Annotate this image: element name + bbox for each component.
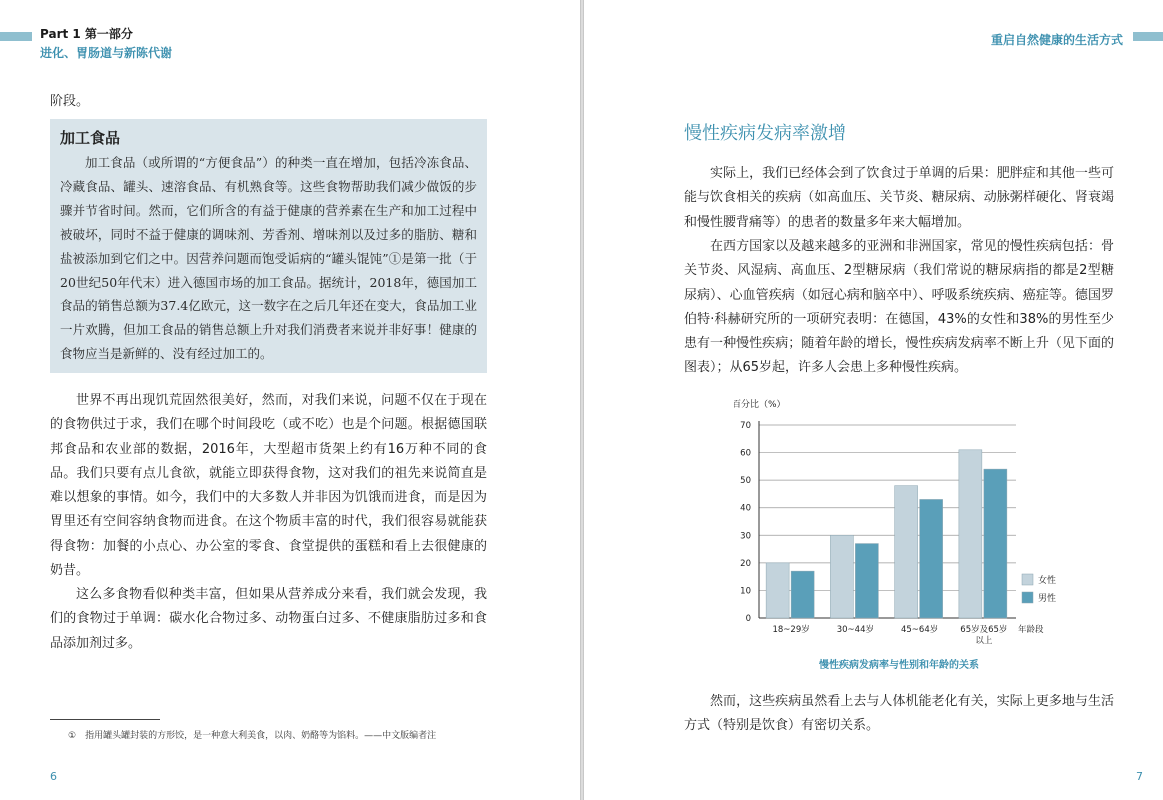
legend-swatch xyxy=(1022,592,1033,603)
x-tick-label: 30~44岁 xyxy=(836,625,875,635)
y-tick-label: 70 xyxy=(740,421,751,431)
header-band xyxy=(0,32,32,41)
y-tick-label: 10 xyxy=(740,586,751,597)
running-header-chapter: 进化、胃肠道与新陈代谢 xyxy=(40,46,173,60)
y-tick-label: 0 xyxy=(745,614,751,624)
running-header: 重启自然健康的生活方式 xyxy=(990,33,1123,47)
x-tick-label: 45~64岁 xyxy=(900,625,939,635)
bar-chart xyxy=(734,392,1084,677)
x-tick-label: 65岁及65岁 xyxy=(960,625,1008,635)
y-tick-label: 40 xyxy=(740,503,751,514)
body-paragraph: 这么多食物看似种类丰富，但如果从营养成分来看，我们就会发现，我们的食物过于单调：碳水化合物过多、动物蛋白过多、不健康脂肪过多和食品添加剂过多。 xyxy=(50,587,487,651)
legend-label: 女性 xyxy=(1038,576,1057,586)
box-title: 加工食品 xyxy=(60,129,121,147)
sidebar-box xyxy=(50,119,487,373)
header-band xyxy=(1133,32,1163,41)
x-tick-label: 18~29岁 xyxy=(772,625,810,635)
y-axis-label: 百分比（%） xyxy=(734,400,786,410)
body-paragraph: 在西方国家以及越来越多的亚洲和非洲国家，常见的慢性疾病包括：骨关节炎、风湿病、高血压、2型糖尿病（我们常说的糖尿病指的都是2型糖尿病）、心血管疾病（如冠心病和脑卒中）、呼吸系统疾病、癌症等。德国罗伯特·科赫研究所的一项研究表明：在德国，43%的女性和38%的男性至少患有一种慢性疾病；随着年龄的增长，慢性疾病发病率不断上升（见下面的图表）；从65岁起，许多人会患上多种慢性疾病。 xyxy=(684,239,1114,376)
y-tick-label: 30 xyxy=(740,531,751,542)
footnote-divider xyxy=(50,719,160,720)
running-header-part: Part 1 第一部分 xyxy=(40,27,133,41)
page-number: 6 xyxy=(50,770,57,783)
y-tick-label: 50 xyxy=(740,476,751,487)
bar-female xyxy=(895,486,918,618)
left-page xyxy=(0,0,580,800)
body-paragraph: 世界不再出现饥荒固然很美好，然而，对我们来说，问题不仅在于现在的食物供过于求，我们在哪个时间段吃（或不吃）也是个问题。根据德国联邦食品和农业部的数据，2016年，大型超市货架上约有16万种不同的食品。我们只要有点儿食欲，就能立即获得食物，这对我们的祖先来说简直是难以想象的事情。如今，我们中的大多数人并非因为饥饿而进食，而是因为胃里还有空间容纳食物而进食。在这个物质丰富的时代，我们很容易就能获得食物：加餐的小点心、办公室的零食、食堂提供的蛋糕和看上去很健康的奶昔。 xyxy=(50,393,487,579)
y-tick-label: 20 xyxy=(740,558,751,569)
x-tick-label: 以上 xyxy=(975,636,993,646)
section-title: 慢性疾病发病率激增 xyxy=(684,123,846,144)
bar-male xyxy=(984,469,1007,618)
chart-svg xyxy=(734,392,1084,677)
bar-male xyxy=(855,544,878,618)
right-page xyxy=(584,0,1163,800)
box-body: 加工食品（或所谓的“方便食品”）的种类一直在增加，包括冷冻食品、冷藏食品、罐头、速溶食品、有机熟食等。这些食物帮助我们减少做饭的步骤并节省时间。然而，它们所含的有益于健康的营养素在生产和加工过程中被破坏，同时不益于健康的调味剂、芳香剂、增味剂以及过多的脂肪、糖和盐被添加到它们之中。因营养问题而饱受诟病的“罐头馄饨”①是第一批（于20世纪50年代末）进入德国市场的加工食品。据统计，2018年，德国加工食品的销售总额为37.4亿欧元，这一数字在之后几年还在变大，食品加工业一片欢腾，但加工食品的销售总额上升对我们消费者来说并非好事！健康的食物应当是新鲜的、没有经过加工的。 xyxy=(60,155,477,362)
footnote: ① 指用罐头罐封装的方形饺，是一种意大利美食，以肉、奶酪等为馅料。——中文版编者注 xyxy=(68,731,437,741)
y-tick-label: 60 xyxy=(740,448,751,459)
bar-female xyxy=(766,563,789,618)
body-paragraph: 实际上，我们已经体会到了饮食过于单调的后果：肥胖症和其他一些可能与饮食相关的疾病（如高血压、关节炎、糖尿病、动脉粥样硬化、肾衰竭和慢性腰背痛等）的患者的数量多年来大幅增加。 xyxy=(684,166,1114,230)
chart-caption: 慢性疾病发病率与性别和年龄的关系 xyxy=(819,660,979,671)
bar-male xyxy=(791,571,814,618)
bar-female xyxy=(830,535,853,618)
x-axis-label: 年龄段 xyxy=(1018,625,1044,635)
legend-label: 男性 xyxy=(1038,594,1057,604)
intro-text: 阶段。 xyxy=(50,94,90,109)
page-number: 7 xyxy=(1136,770,1143,783)
legend-swatch xyxy=(1022,574,1033,585)
body-paragraph: 然而，这些疾病虽然看上去与人体机能老化有关，实际上更多地与生活方式（特别是饮食）有密切关系。 xyxy=(684,694,1114,734)
bar-female xyxy=(959,450,982,618)
bar-male xyxy=(920,499,943,618)
